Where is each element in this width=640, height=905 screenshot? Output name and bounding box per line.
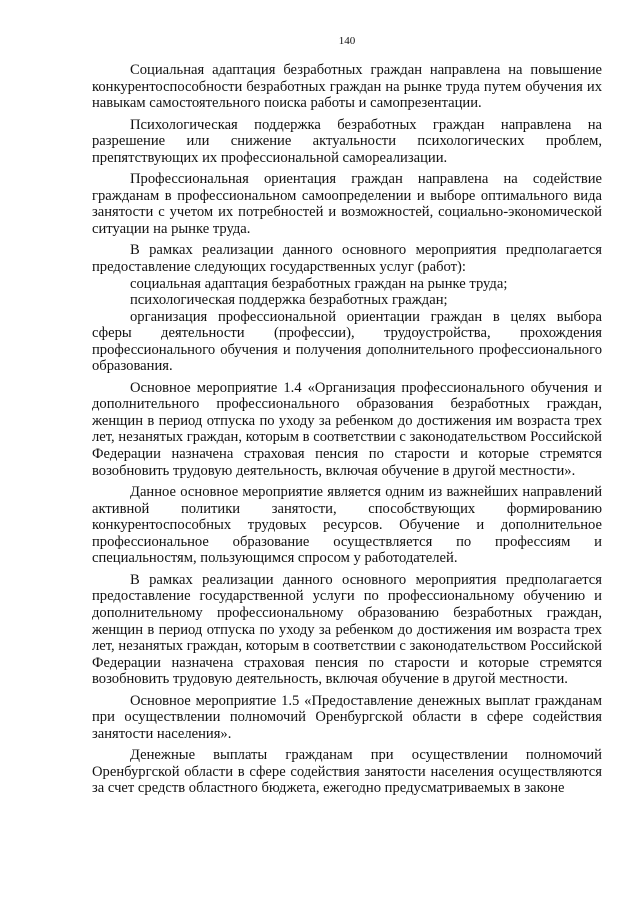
document-page (92, 34, 602, 797)
paragraph-psychological-support: Психологическая поддержка безработных граждан направлена на разрешение или снижение актуальности психологических проблем, препятствующих их профессиональной самореализации. (92, 116, 602, 166)
paragraph-measure-1-4-title: Основное мероприятие 1.4 «Организация профессионального обучения и дополнительного профессионального образования безработных граждан, женщин в период отпуска по уходу за ребенком до достижения им возраста трех лет, незанятых граждан, которым в соответствии с законодательством Российской Федерации назначена страховая пенсия по старости и которые стремятся возобновить трудовую деятельность, включая обучение в другой местности». (92, 379, 602, 479)
paragraph-services-intro: В рамках реализации данного основного мероприятия предполагается предоставление следующих государственных услуг (работ): (92, 242, 602, 276)
paragraph-measure-1-5-title: Основное мероприятие 1.5 «Предоставление денежных выплат гражданам при осуществлении полномочий Оренбургской области в сфере содействия занятости населения». (92, 692, 602, 742)
list-item-psychological-support: психологическая поддержка безработных граждан; (130, 292, 448, 309)
paragraph-cash-payments: Денежные выплаты гражданам при осуществлении полномочий Оренбургской области в сфере содействия занятости населения осуществляются за счет средств областного бюджета, ежегодно предусматриваемых в законе (92, 747, 602, 797)
paragraph-social-adaptation: Социальная адаптация безработных граждан направлена на повышение конкурентоспособности безработных граждан на рынке труда путем обучения их навыкам самостоятельного поиска работы и самопрезентации. (92, 62, 602, 112)
paragraph-measure-1-4-description: Данное основное мероприятие является одним из важнейших направлений активной политики занятости, способствующих формированию конкурентоспособных трудовых ресурсов. Обучение и дополнительное профессиональное образование осуществляется по профессиям и специальностям, пользующимся спросом у работодателей. (92, 484, 602, 567)
paragraph-career-guidance: Профессиональная ориентация граждан направлена на содействие гражданам в профессиональном самоопределении и выборе оптимального вида занятости с учетом их потребностей и возможностей, социально-экономической ситуации на рынке труда. (92, 171, 602, 237)
page-number: 140 (338, 35, 356, 47)
list-item-career-guidance: организация профессиональной ориентации граждан в целях выбора сферы деятельности (профессии), трудоустройства, прохождения профессионального обучения и получения дополнительного профессионального образования. (92, 308, 602, 375)
paragraph-measure-1-4-service: В рамках реализации данного основного мероприятия предполагается предоставление государственной услуги по профессиональному обучению и дополнительному профессиональному образованию безработных граждан, женщин в период отпуска по уходу за ребенком до достижения им возраста трех лет, незанятых граждан, которым в соответствии с законодательством Российской Федерации назначена страховая пенсия по старости и которые стремятся возобновить трудовую деятельность, включая обучение в другой местности. (92, 571, 602, 688)
list-item-social-adaptation: социальная адаптация безработных граждан на рынке труда; (130, 275, 508, 292)
